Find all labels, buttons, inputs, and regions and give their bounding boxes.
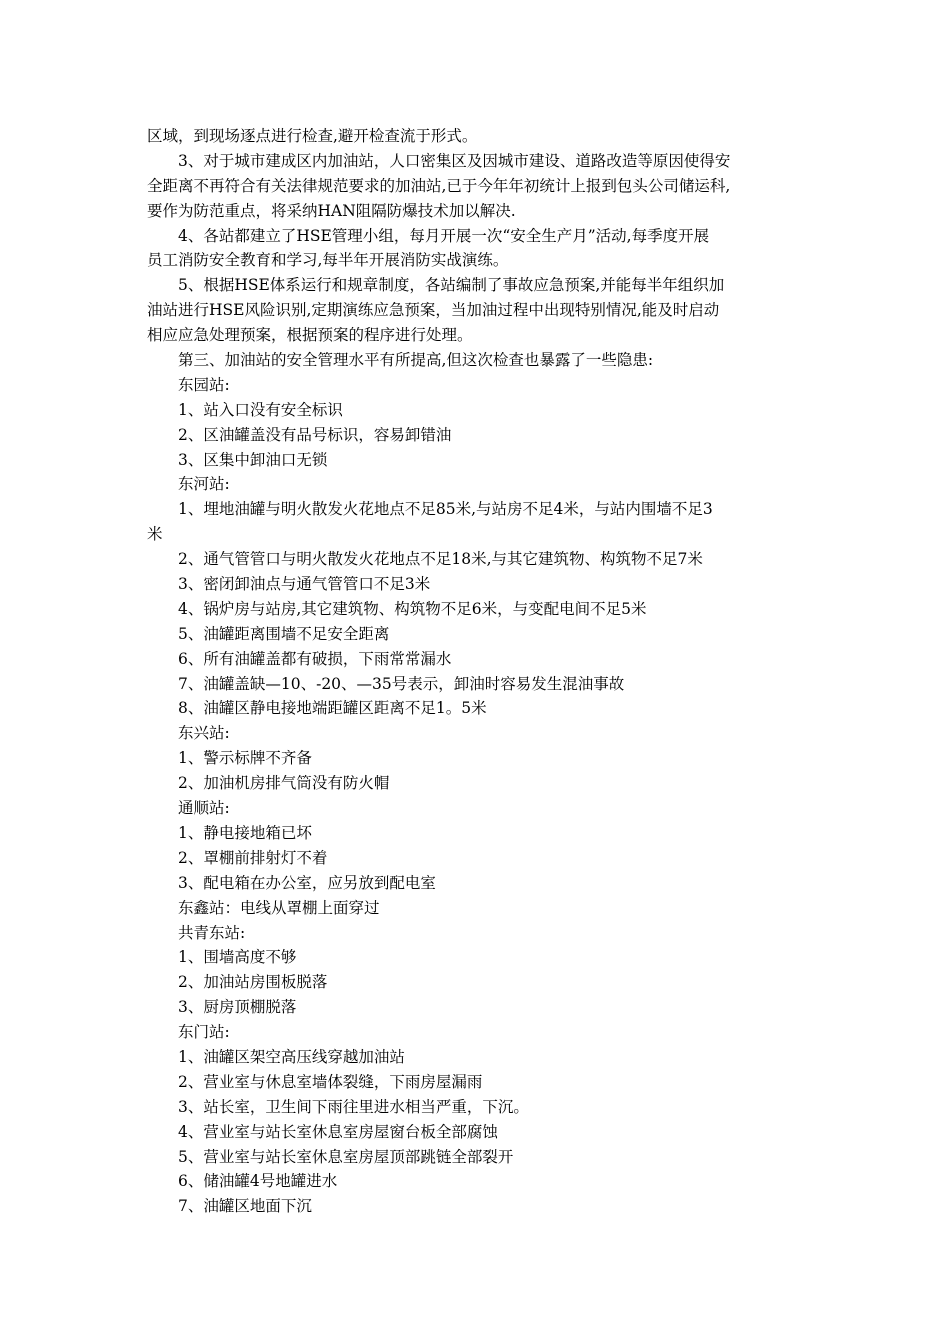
text-line: 3、配电箱在办公室，应另放到配电室 [178, 873, 436, 892]
text-line: 东门站: [178, 1023, 230, 1042]
text-line: 4、锅炉房与站房,其它建筑物、构筑物不足6米，与变配电间不足5米 [178, 599, 647, 618]
text-line: 东鑫站：电线从罩棚上面穿过 [178, 898, 380, 917]
text-line: 通顺站: [178, 799, 230, 818]
text-line: 全距离不再符合有关法律规范要求的加油站,已于今年年初统计上报到包头公司储运科, [147, 176, 731, 195]
text-line: 米 [147, 525, 163, 544]
text-line: 4、各站都建立了HSE管理小组，每月开展一次“安全生产月”活动,每季度开展 [178, 226, 710, 245]
text-line: 1、埋地油罐与明火散发火花地点不足85米,与站房不足4米，与站内围墙不足3 [178, 500, 713, 519]
document-body [147, 124, 807, 1219]
text-line: 6、所有油罐盖都有破损，下雨常常漏水 [178, 649, 452, 668]
text-line: 7、油罐区地面下沉 [178, 1197, 312, 1216]
text-line: 2、通气管管口与明火散发火花地点不足18米,与其它建筑物、构筑物不足7米 [178, 550, 703, 569]
text-line: 1、站入口没有安全标识 [178, 400, 343, 419]
text-line: 1、静电接地箱已坏 [178, 823, 312, 842]
text-line: 1、油罐区架空高压线穿越加油站 [178, 1047, 405, 1066]
text-line: 油站进行HSE风险识别,定期演练应急预案，当加油过程中出现特别情况,能及时启动 [147, 301, 720, 320]
text-line: 3、厨房顶棚脱落 [178, 998, 297, 1017]
text-line: 区域，到现场逐点进行检查,避开检查流于形式。 [147, 127, 478, 145]
text-line: 5、根据HSE体系运行和规章制度，各站编制了事故应急预案,并能每半年组织加 [178, 276, 725, 295]
text-line: 3、站长室，卫生间下雨往里进水相当严重，下沉。 [178, 1097, 529, 1116]
text-line: 员工消防安全教育和学习,每半年开展消防实战演练。 [147, 251, 509, 270]
text-line: 4、营业室与站长室休息室房屋窗台板全部腐蚀 [178, 1122, 498, 1141]
text-line: 1、警示标牌不齐备 [178, 749, 312, 768]
text-line: 2、加油机房排气筒没有防火帽 [178, 774, 390, 793]
text-line: 3、密闭卸油点与通气管管口不足3米 [178, 575, 431, 594]
text-line: 2、营业室与休息室墙体裂缝，下雨房屋漏雨 [178, 1072, 483, 1091]
text-line: 6、储油罐4号地罐进水 [178, 1172, 338, 1191]
text-line: 要作为防范重点，将采纳HAN阻隔防爆技术加以解决. [147, 201, 516, 220]
text-line: 东兴站: [178, 724, 230, 743]
text-line: 3、对于城市建成区内加油站，人口密集区及因城市建设、道路改造等原因使得安 [178, 151, 731, 170]
text-line: 5、营业室与站长室休息室房屋顶部跳链全部裂开 [178, 1147, 514, 1166]
text-line: 第三、加油站的安全管理水平有所提高,但这次检查也暴露了一些隐患: [178, 351, 654, 370]
text-line: 相应应急处理预案，根据预案的程序进行处理。 [147, 326, 473, 345]
text-line: 东园站: [178, 375, 230, 394]
text-line: 2、加油站房围板脱落 [178, 973, 328, 992]
text-line: 共青东站: [178, 923, 246, 942]
text-line: 1、围墙高度不够 [178, 948, 297, 967]
text-line: 2、区油罐盖没有品号标识，容易卸错油 [178, 425, 452, 444]
text-line: 8、油罐区静电接地端距罐区距离不足1。5米 [178, 699, 487, 718]
text-line: 2、罩棚前排射灯不着 [178, 848, 328, 867]
text-line: 5、油罐距离围墙不足安全距离 [178, 624, 390, 643]
text-line: 7、油罐盖缺—10、-20、—35号表示，卸油时容易发生混油事故 [178, 674, 625, 693]
text-line: 东河站: [178, 475, 230, 494]
text-line: 3、区集中卸油口无锁 [178, 450, 328, 469]
